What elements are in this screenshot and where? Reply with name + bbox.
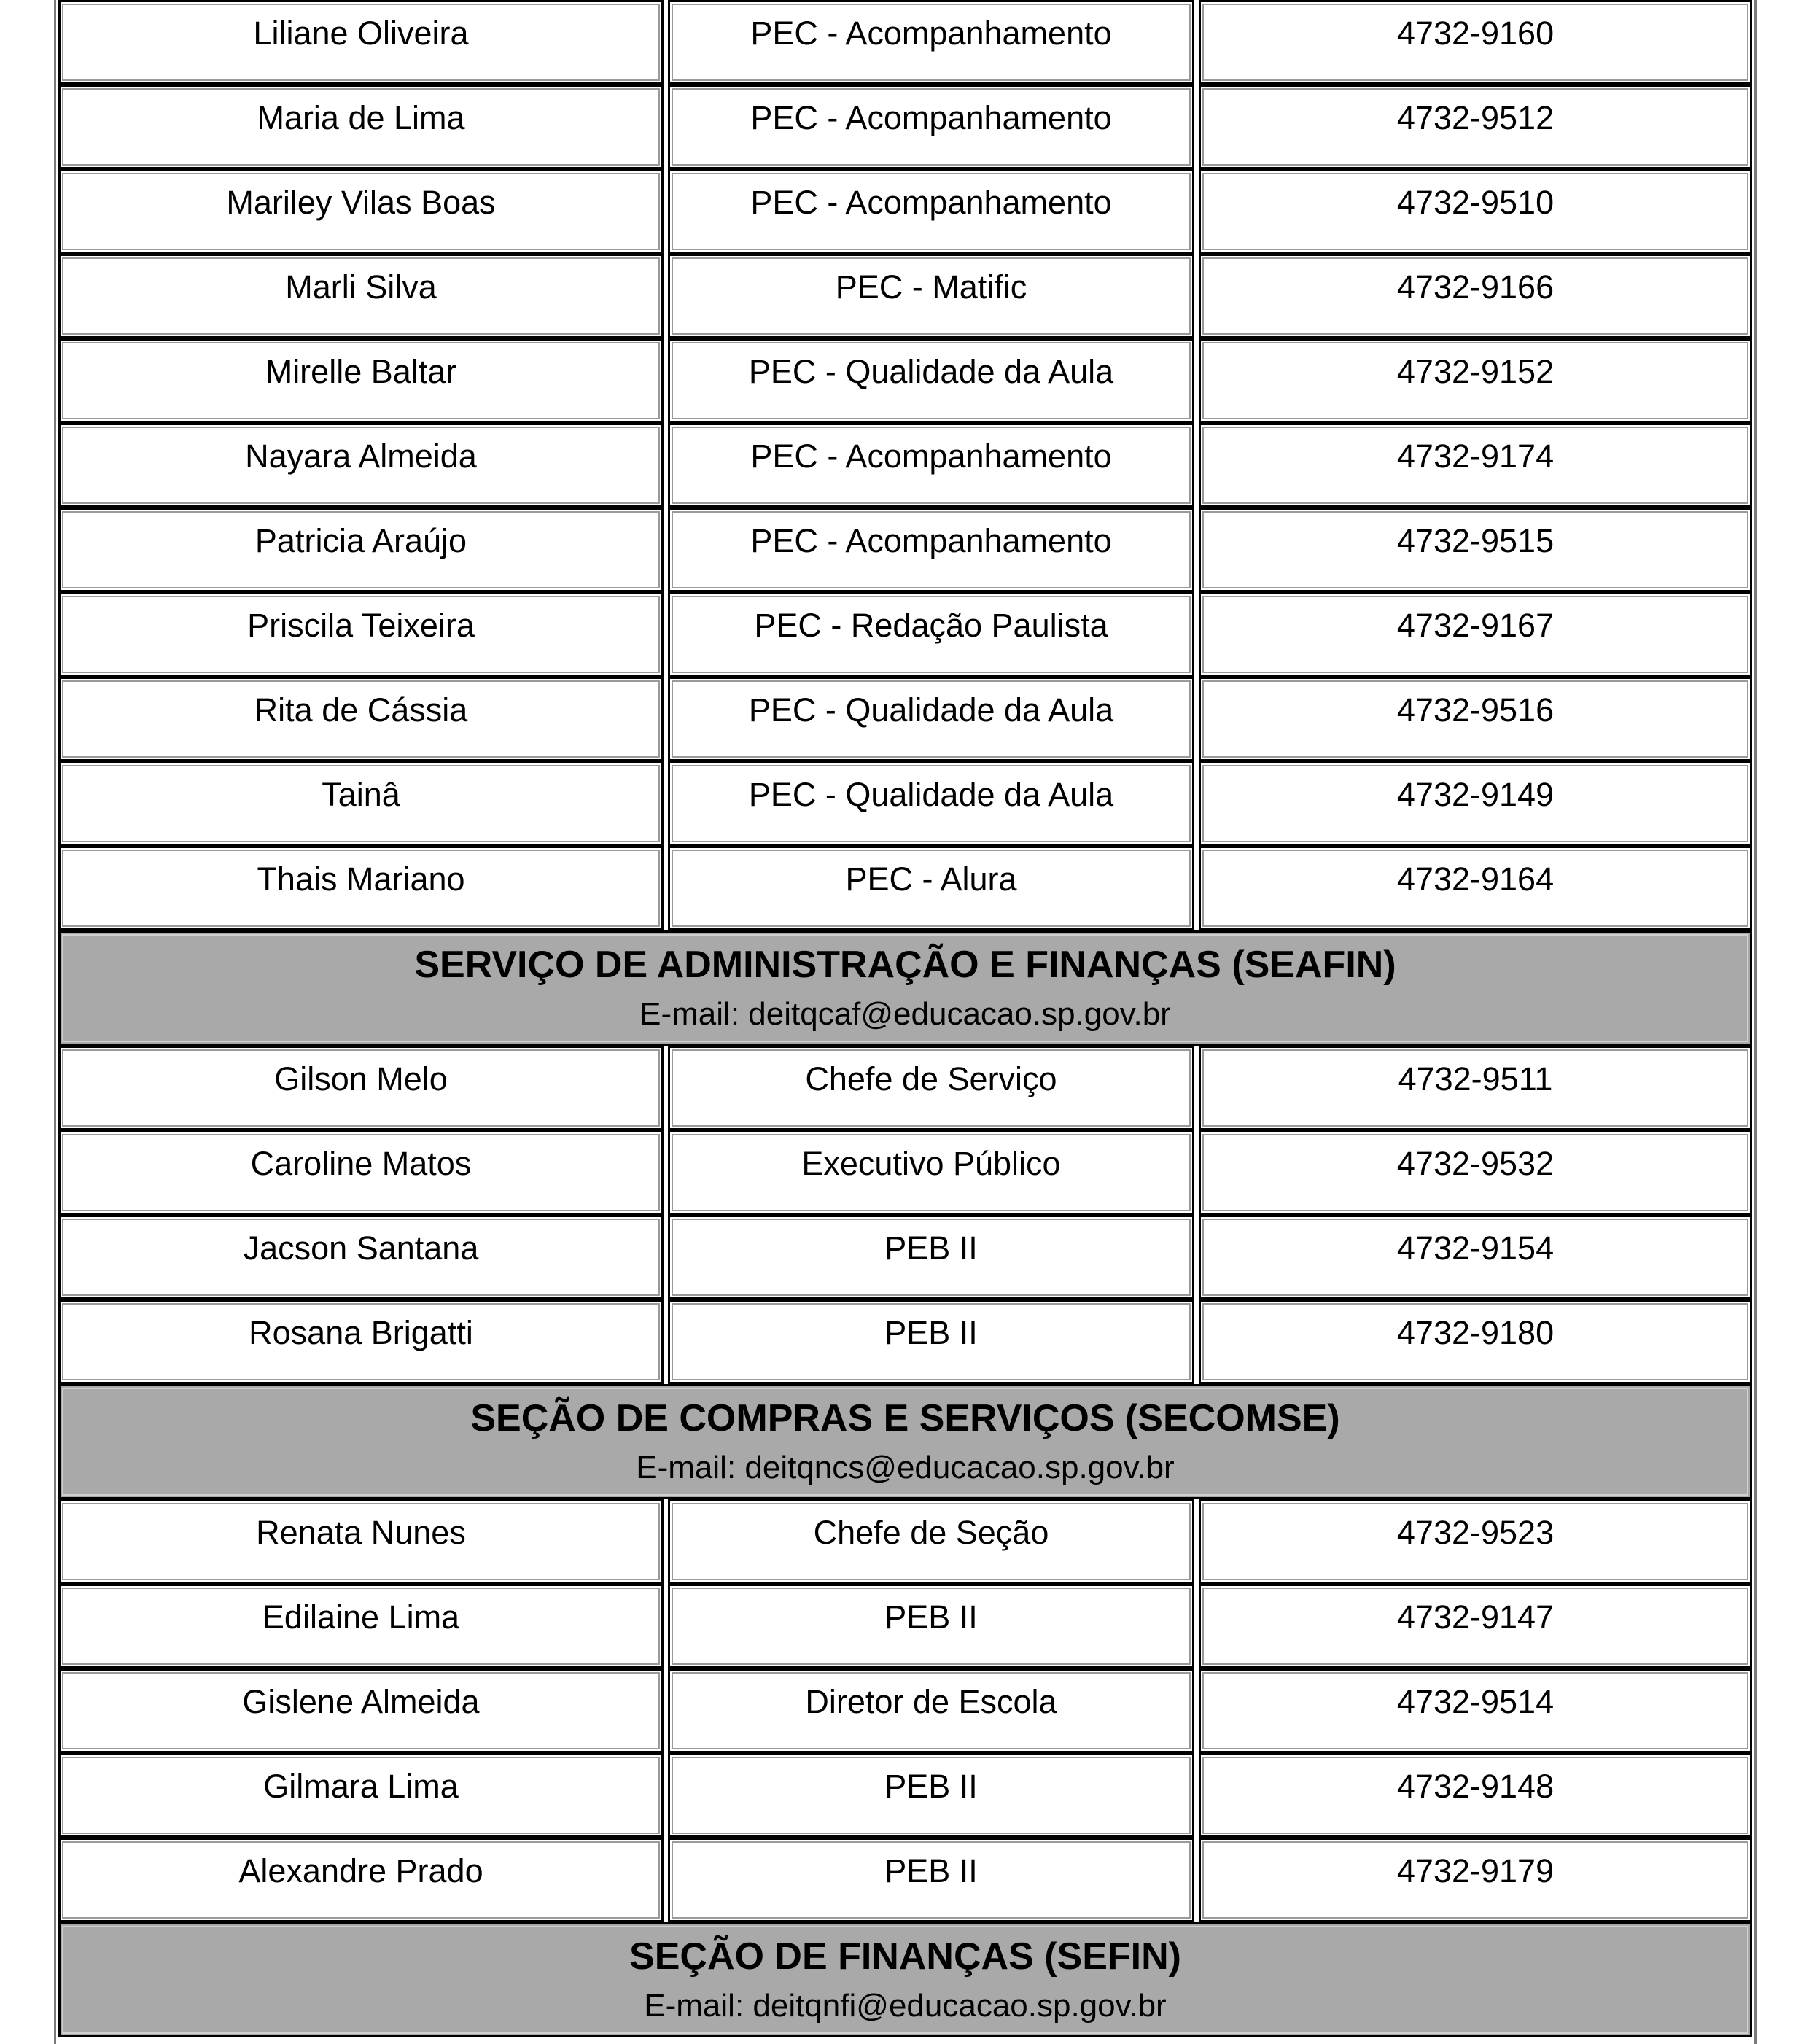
section-0-row-0-role-cell: Chefe de Serviço xyxy=(668,1046,1194,1130)
section-0-row-0-phone-cell: 4732-9511 xyxy=(1199,1046,1752,1130)
section-title: SERVIÇO DE ADMINISTRAÇÃO E FINANÇAS (SEAFIN) xyxy=(414,944,1396,986)
section-1-row-1-role-cell: PEB II xyxy=(668,1584,1194,1668)
top-row-9-phone-cell: 4732-9149 xyxy=(1199,761,1752,846)
section-email: E-mail: deitqnfi@educacao.sp.gov.br xyxy=(644,1988,1167,2024)
section-1-row-4-phone-cell: 4732-9179 xyxy=(1199,1838,1752,1922)
top-row-3-name-cell: Marli Silva xyxy=(58,254,664,338)
section-title: SEÇÃO DE COMPRAS E SERVIÇOS (SECOMSE) xyxy=(470,1397,1340,1439)
section-1-row-3-name-cell: Gilmara Lima xyxy=(58,1753,664,1838)
top-row-2-role-cell: PEC - Acompanhamento xyxy=(668,169,1194,254)
top-row-6-role-cell: PEC - Acompanhamento xyxy=(668,508,1194,592)
top-row-4-phone-cell: 4732-9152 xyxy=(1199,338,1752,423)
section-1-row-3-role-cell: PEB II xyxy=(668,1753,1194,1838)
top-row-2-phone-cell: 4732-9510 xyxy=(1199,169,1752,254)
section-0-row-2-phone-cell: 4732-9154 xyxy=(1199,1215,1752,1299)
top-row-8-phone-cell: 4732-9516 xyxy=(1199,677,1752,761)
top-row-5-phone-cell: 4732-9174 xyxy=(1199,423,1752,508)
top-row-6-phone-cell: 4732-9515 xyxy=(1199,508,1752,592)
top-row-4-role-cell: PEC - Qualidade da Aula xyxy=(668,338,1194,423)
section-1-row-4-name-cell: Alexandre Prado xyxy=(58,1838,664,1922)
section-1-row-0-name-cell: Renata Nunes xyxy=(58,1499,664,1584)
section-0-row-3-name-cell: Rosana Brigatti xyxy=(58,1299,664,1384)
section-header-1 xyxy=(58,1384,1752,1499)
section-header-0 xyxy=(58,930,1752,1046)
section-header-2 xyxy=(58,1922,1752,2037)
section-1-row-1-name-cell: Edilaine Lima xyxy=(58,1584,664,1668)
top-row-7-role-cell: PEC - Redação Paulista xyxy=(668,592,1194,677)
top-row-7-name-cell: Priscila Teixeira xyxy=(58,592,664,677)
section-1-row-2-phone-cell: 4732-9514 xyxy=(1199,1668,1752,1753)
top-row-4-name-cell: Mirelle Baltar xyxy=(58,338,664,423)
top-row-5-name-cell: Nayara Almeida xyxy=(58,423,664,508)
section-0-row-1-role-cell: Executivo Público xyxy=(668,1130,1194,1215)
top-row-10-phone-cell: 4732-9164 xyxy=(1199,846,1752,930)
top-row-9-role-cell: PEC - Qualidade da Aula xyxy=(668,761,1194,846)
top-row-6-name-cell: Patricia Araújo xyxy=(58,508,664,592)
section-0-row-0-name-cell: Gilson Melo xyxy=(58,1046,664,1130)
section-0-row-1-name-cell: Caroline Matos xyxy=(58,1130,664,1215)
top-row-3-phone-cell: 4732-9166 xyxy=(1199,254,1752,338)
top-row-1-phone-cell: 4732-9512 xyxy=(1199,85,1752,169)
top-row-10-name-cell: Thais Mariano xyxy=(58,846,664,930)
top-row-8-name-cell: Rita de Cássia xyxy=(58,677,664,761)
top-row-1-role-cell: PEC - Acompanhamento xyxy=(668,85,1194,169)
section-0-row-3-role-cell: PEB II xyxy=(668,1299,1194,1384)
section-1-row-0-role-cell: Chefe de Seção xyxy=(668,1499,1194,1584)
section-0-row-2-name-cell: Jacson Santana xyxy=(58,1215,664,1299)
top-row-0-name-cell: Liliane Oliveira xyxy=(58,0,664,85)
section-0-row-2-role-cell: PEB II xyxy=(668,1215,1194,1299)
top-row-2-name-cell: Mariley Vilas Boas xyxy=(58,169,664,254)
section-1-row-2-role-cell: Diretor de Escola xyxy=(668,1668,1194,1753)
section-1-row-2-name-cell: Gislene Almeida xyxy=(58,1668,664,1753)
section-1-row-1-phone-cell: 4732-9147 xyxy=(1199,1584,1752,1668)
top-row-5-role-cell: PEC - Acompanhamento xyxy=(668,423,1194,508)
top-row-0-phone-cell: 4732-9160 xyxy=(1199,0,1752,85)
top-row-1-name-cell: Maria de Lima xyxy=(58,85,664,169)
section-0-row-3-phone-cell: 4732-9180 xyxy=(1199,1299,1752,1384)
section-email: E-mail: deitqcaf@educacao.sp.gov.br xyxy=(639,996,1171,1032)
section-1-row-4-role-cell: PEB II xyxy=(668,1838,1194,1922)
top-row-0-role-cell: PEC - Acompanhamento xyxy=(668,0,1194,85)
section-1-row-0-phone-cell: 4732-9523 xyxy=(1199,1499,1752,1584)
top-row-3-role-cell: PEC - Matific xyxy=(668,254,1194,338)
section-email: E-mail: deitqncs@educacao.sp.gov.br xyxy=(636,1450,1175,1485)
top-row-8-role-cell: PEC - Qualidade da Aula xyxy=(668,677,1194,761)
section-1-row-3-phone-cell: 4732-9148 xyxy=(1199,1753,1752,1838)
section-title: SEÇÃO DE FINANÇAS (SEFIN) xyxy=(629,1935,1181,1978)
section-0-row-1-phone-cell: 4732-9532 xyxy=(1199,1130,1752,1215)
top-row-10-role-cell: PEC - Alura xyxy=(668,846,1194,930)
top-row-7-phone-cell: 4732-9167 xyxy=(1199,592,1752,677)
top-row-9-name-cell: Tainâ xyxy=(58,761,664,846)
